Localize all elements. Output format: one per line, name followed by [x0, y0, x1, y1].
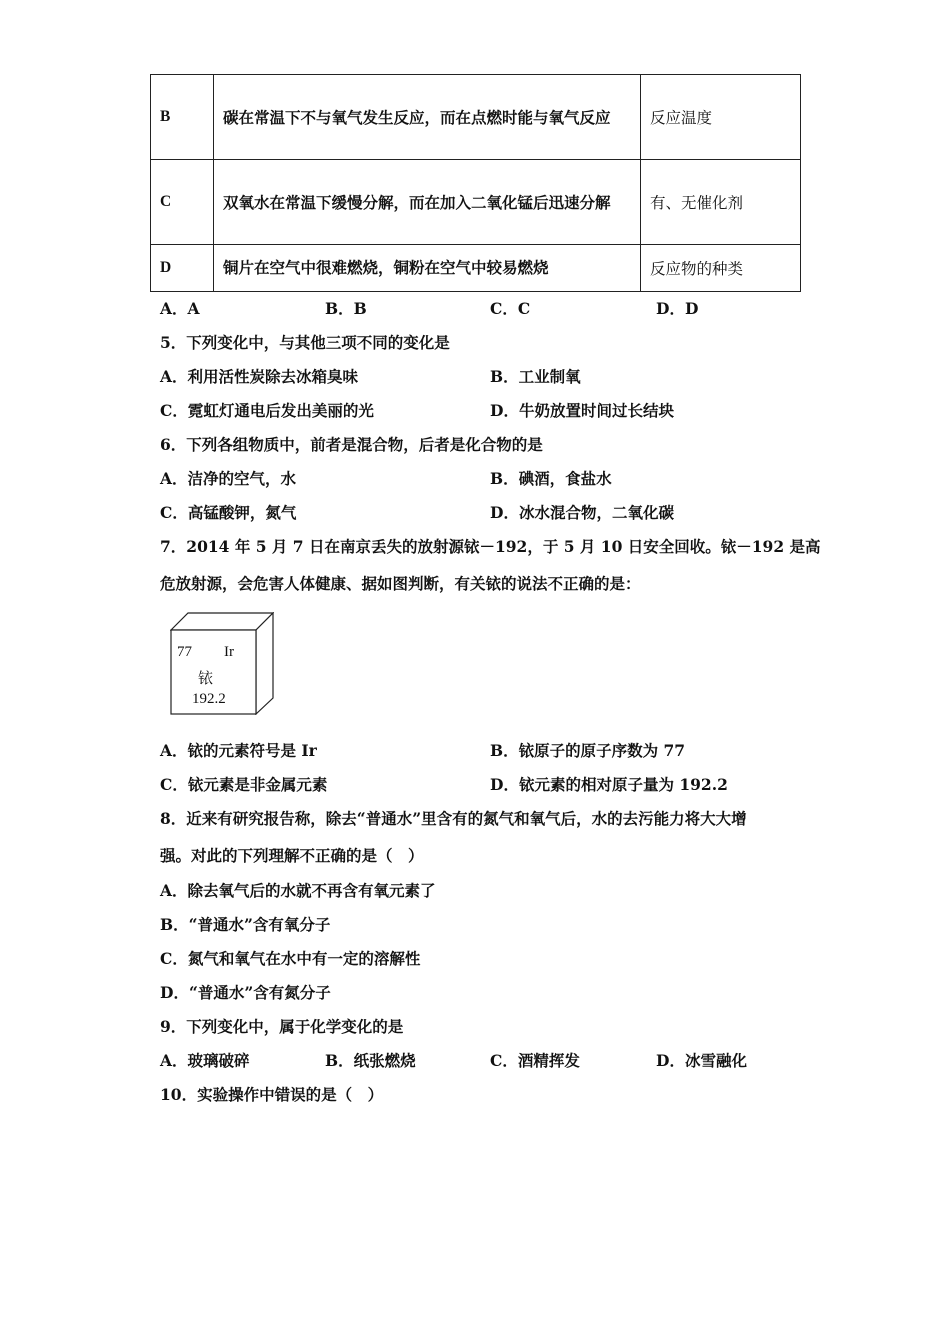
- q9-option-a: A．玻璃破碎: [160, 1051, 250, 1070]
- q5-option-a: A．利用活性炭除去冰箱臭味: [160, 367, 359, 386]
- q7-option-b: B．铱原子的原子序数为 77: [490, 741, 686, 760]
- q9-stem: 9．下列变化中，属于化学变化的是: [160, 1017, 404, 1036]
- row-label: D: [151, 245, 214, 292]
- q7-option-a: A．铱的元素符号是 Ir: [160, 741, 317, 760]
- row-label: B: [151, 75, 214, 160]
- q9-option-d: D．冰雪融化: [656, 1051, 747, 1070]
- q9-option-b: B．纸张燃烧: [325, 1051, 416, 1070]
- row-description: 碳在常温下不与氧气发生反应，而在点燃时能与氧气反应: [214, 75, 641, 160]
- row-description: 双氧水在常温下缓慢分解，而在加入二氧化锰后迅速分解: [214, 160, 641, 245]
- q4-option-d: D．D: [656, 299, 699, 318]
- q7-option-c: C．铱元素是非金属元素: [160, 775, 328, 794]
- q6-option-d: D．冰水混合物，二氧化碳: [490, 503, 674, 522]
- iridium-element-card: [170, 612, 274, 715]
- q8-option-d: D．“普通水”含有氮分子: [160, 983, 331, 1002]
- q9-option-c: C．酒精挥发: [490, 1051, 580, 1070]
- row-factor: 有、无催化剂: [641, 160, 801, 245]
- q4-option-a: A．A: [160, 299, 200, 318]
- row-factor: 反应温度: [641, 75, 801, 160]
- q7-stem-line2: 危放射源，会危害人体健康、据如图判断，有关铱的说法不正确的是：: [160, 574, 641, 593]
- row-description: 铜片在空气中很难燃烧，铜粉在空气中较易燃烧: [214, 245, 641, 292]
- reaction-factor-table: [150, 74, 801, 292]
- q8-stem-line1: 8．近来有研究报告称，除去“普通水”里含有的氮气和氧气后，水的去污能力将大大增: [160, 809, 747, 828]
- table-row: [151, 160, 801, 245]
- row-factor: 反应物的种类: [641, 245, 801, 292]
- q8-option-b: B．“普通水”含有氧分子: [160, 915, 331, 934]
- q10-stem: 10．实验操作中错误的是（ ）: [160, 1085, 384, 1104]
- table-row: [151, 245, 801, 292]
- q6-option-a: A．洁净的空气，水: [160, 469, 297, 488]
- q4-option-c: C．C: [490, 299, 531, 318]
- atomic-number: 77: [177, 644, 192, 660]
- q6-stem: 6．下列各组物质中，前者是混合物，后者是化合物的是: [160, 435, 543, 454]
- q8-option-c: C．氮气和氧气在水中有一定的溶解性: [160, 949, 421, 968]
- q7-stem-line1: 7．2014 年 5 月 7 日在南京丢失的放射源铱－192，于 5 月 10 日安全回收。铱－192 是高: [160, 537, 821, 556]
- row-label: C: [151, 160, 214, 245]
- q5-option-c: C．霓虹灯通电后发出美丽的光: [160, 401, 374, 420]
- q5-option-b: B．工业制氧: [490, 367, 581, 386]
- q6-option-b: B．碘酒，食盐水: [490, 469, 612, 488]
- q8-stem-line2: 强。对此的下列理解不正确的是（ ）: [160, 846, 424, 865]
- element-symbol: Ir: [224, 644, 234, 660]
- q7-option-d: D．铱元素的相对原子量为 192.2: [490, 775, 728, 794]
- q6-option-c: C．高锰酸钾，氮气: [160, 503, 297, 522]
- q5-stem: 5．下列变化中，与其他三项不同的变化是: [160, 333, 450, 352]
- q4-option-b: B．B: [325, 299, 367, 318]
- q8-option-a: A．除去氧气后的水就不再含有氧元素了: [160, 881, 436, 900]
- q5-option-d: D．牛奶放置时间过长结块: [490, 401, 674, 420]
- table-row: [151, 75, 801, 160]
- element-name: 铱: [198, 669, 214, 687]
- atomic-mass: 192.2: [192, 691, 226, 707]
